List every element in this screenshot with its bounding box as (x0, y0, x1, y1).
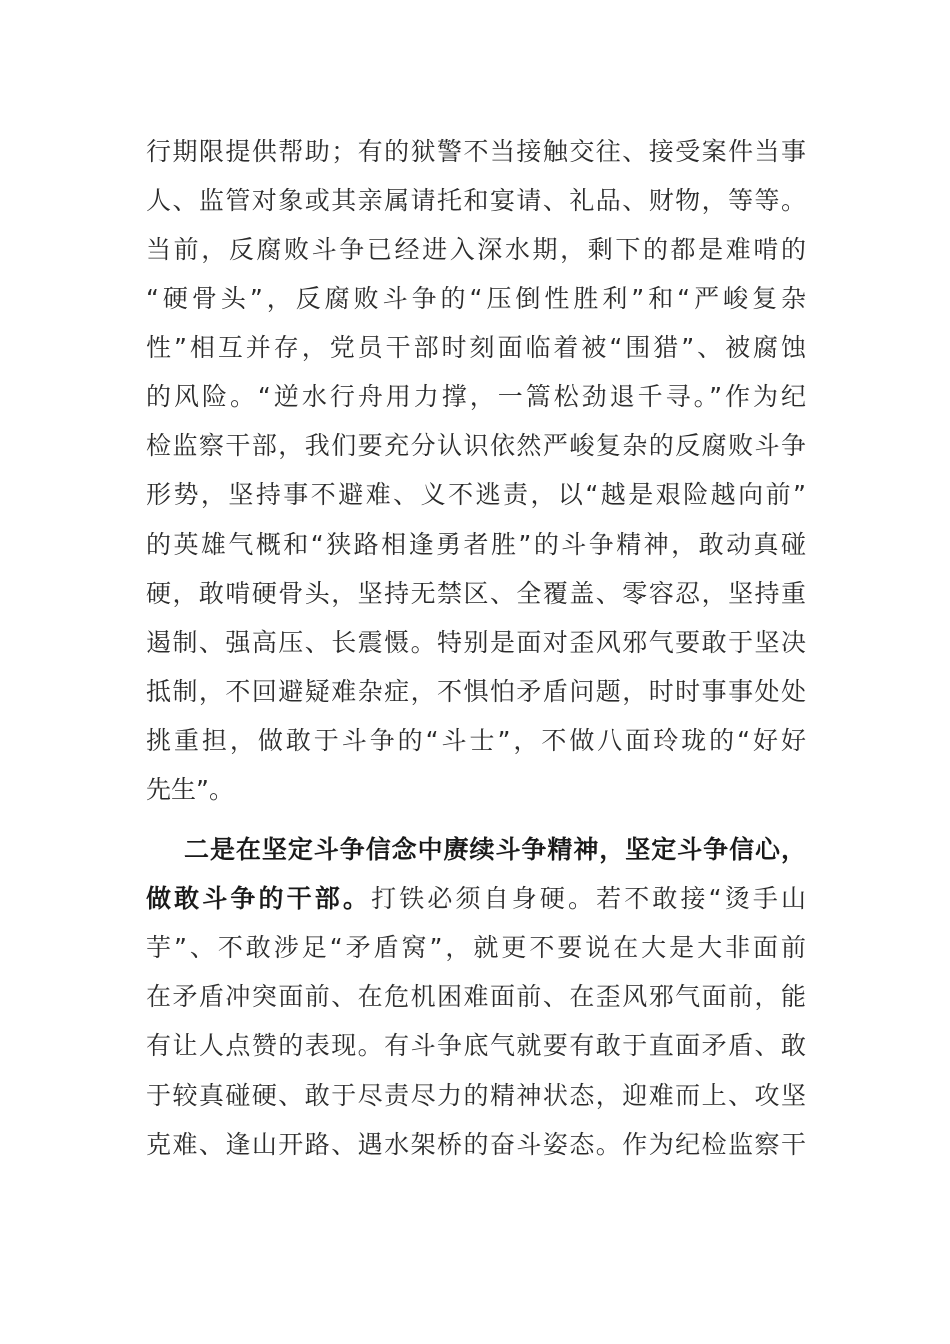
body-text-line: 遏制、强高压、长震慑。特别是面对歪风邪气要敢于坚决 (146, 628, 806, 657)
body-text-line: 当前，反腐败斗争已经进入深水期，剩下的都是难啃的 (146, 235, 806, 264)
section-heading: 二是在坚定斗争信念中赓续斗争精神，坚定斗争信心， (184, 835, 806, 864)
body-text-line: 有让人点赞的表现。有斗争底气就要有敢于直面矛盾、敢 (146, 1031, 806, 1060)
body-text-line: 的风险。“逆水行舟用力撑，一篙松劲退千寻。”作为纪 (146, 382, 806, 411)
body-text-line: 的英雄气概和“狭路相逢勇者胜”的斗争精神，敢动真碰 (146, 530, 806, 559)
body-text-line: 挑重担，做敢于斗争的“斗士”，不做八面玲珑的“好好 (146, 726, 806, 755)
body-text-line: 人、监管对象或其亲属请托和宴请、礼品、财物，等等。 (146, 186, 806, 215)
body-text-line: “硬骨头”，反腐败斗争的“压倒性胜利”和“严峻复杂 (146, 284, 806, 313)
section-heading-end: 做敢斗争的干部。 (146, 884, 372, 913)
body-text-line: 检监察干部，我们要充分认识依然严峻复杂的反腐败斗争 (146, 431, 806, 460)
body-text-line: 先生”。 (146, 775, 234, 804)
body-text-line: 性”相互并存，党员干部时刻面临着被“围猎”、被腐蚀 (146, 333, 806, 362)
body-text-line: 克难、逢山开路、遇水架桥的奋斗姿态。作为纪检监察干 (146, 1130, 806, 1159)
body-text-line: 在矛盾冲突面前、在危机困难面前、在歪风邪气面前，能 (146, 982, 806, 1011)
body-text-line: 形势，坚持事不避难、义不逃责，以“越是艰险越向前” (146, 480, 806, 509)
body-text-segment: 打铁必须自身硬。若不敢接“烫手山 (371, 884, 806, 913)
body-text-line: 于较真碰硬、敢于尽责尽力的精神状态，迎难而上、攻坚 (146, 1081, 806, 1110)
body-text-line: 抵制，不回避疑难杂症，不惧怕矛盾问题，时时事事处处 (146, 677, 806, 706)
body-text-line: 硬，敢啃硬骨头，坚持无禁区、全覆盖、零容忍，坚持重 (146, 579, 806, 608)
body-text-line: 芋”、不敢涉足“矛盾窝”，就更不要说在大是大非面前 (146, 933, 806, 962)
body-text-line-mixed (146, 879, 806, 919)
body-text-line: 行期限提供帮助；有的狱警不当接触交往、接受案件当事 (146, 137, 806, 166)
